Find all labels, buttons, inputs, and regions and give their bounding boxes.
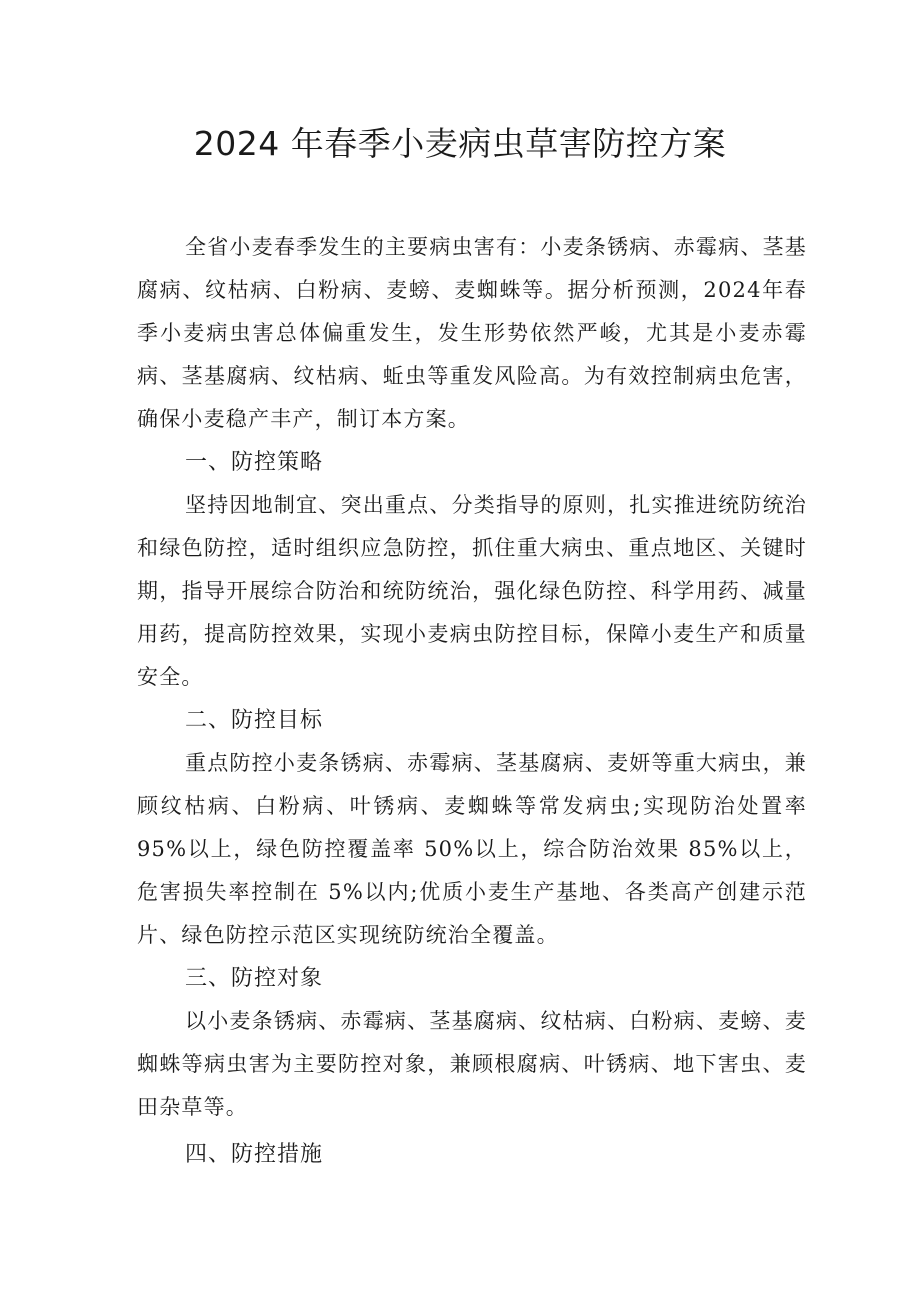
document-body: [137, 226, 807, 1176]
document-title: 2024 年春季小麦病虫草害防控方案: [193, 124, 727, 163]
section-text-targets: 以小麦条锈病、赤霉病、茎基腐病、纹枯病、白粉病、麦螃、麦蜘蛛等病虫害为主要防控对象，兼顾根腐病、叶锈病、地下害虫、麦田杂草等。: [137, 1009, 807, 1119]
section-text-strategy: 坚持因地制宜、突出重点、分类指导的原则，扎实推进统防统治和绿色防控，适时组织应急防控，抓住重大病虫、重点地区、关键时期，指导开展综合防治和统防统治，强化绿色防控、科学用药、减量用药，提高防控效果，实现小麦病虫防控目标，保障小麦生产和质量安全。: [137, 493, 807, 689]
section-text-goals: 重点防控小麦条锈病、赤霉病、茎基腐病、麦妍等重大病虫，兼顾纹枯病、白粉病、叶锈病、麦蜘蛛等常发病虫;实现防治处置率 95%以上，绿色防控覆盖率 50%以上，综合防治效果 85%以上，危害损失率控制在 5%以内;优质小麦生产基地、各类高产创建示范片、绿色防控示范区实现统防统治全覆盖。: [137, 751, 807, 947]
section-heading-goals: 二、防控目标: [185, 708, 324, 733]
section-heading-targets: 三、防控对象: [185, 966, 324, 991]
intro-paragraph: 全省小麦春季发生的主要病虫害有：小麦条锈病、赤霉病、茎基腐病、纹枯病、白粉病、麦螃、麦蜘蛛等。据分析预测，2024年春季小麦病虫害总体偏重发生，发生形势依然严峻，尤其是小麦赤霉病、茎基腐病、纹枯病、蚯虫等重发风险高。为有效控制病虫危害，确保小麦稳产丰产，制订本方案。: [137, 235, 807, 431]
section-heading-measures: 四、防控措施: [185, 1142, 324, 1167]
section-heading-strategy: 一、防控策略: [185, 450, 324, 475]
